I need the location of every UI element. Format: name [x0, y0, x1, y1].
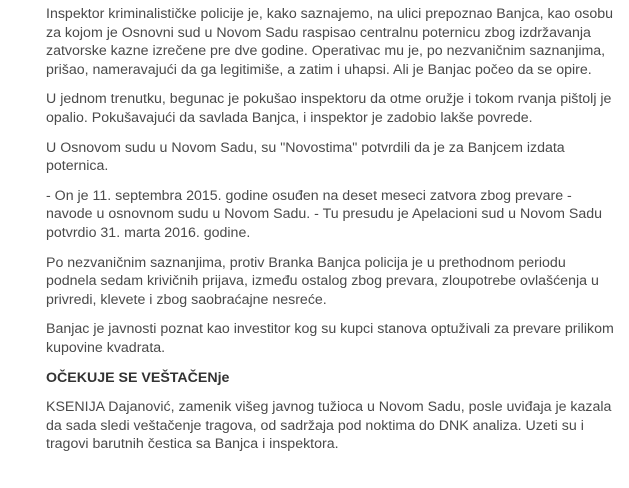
- article-subheading: OČEKUJE SE VEŠTAČENje: [46, 369, 230, 386]
- article-paragraph: Po nezvaničnim saznanjima, protiv Branka Banjca policija je u prethodnom periodu podnela sedam krivičnih prijava, između ostalog zbog prevara, zloupotrebe ovlašćenja u privredi, klevete i zbog saobraćajne nesreće.: [46, 254, 599, 308]
- article-paragraph: Inspektor kriminalističke policije je, kako saznajemo, na ulici prepoznao Banjca, kao osobu za kojom je Osnovni sud u Novom Sadu raspisao centralnu poternicu zbog izdržavanja zatvorske kazne izrečene pre dve godine. Operativac mu je, po nezvaničnim saznanjima, prišao, nameravajući da ga legitimiše, a zatim i uhapsi. Ali je Banjac počeo da se opire.: [46, 6, 614, 78]
- article-paragraph: - On je 11. septembra 2015. godine osuđen na deset meseci zatvora zbog prevare - navode u osnovnom sudu u Novom Sadu. - Tu presudu je Apelacioni sud u Novom Sadu potvrdio 31. marta 2016. godine.: [46, 187, 603, 241]
- article-body: [46, 0, 616, 465]
- article-paragraph: U Osnovom sudu u Novom Sadu, su "Novostima" potvrdili da je za Banjcem izdata poternica.: [46, 139, 565, 175]
- article-paragraph: Banjac je javnosti poznat kao investitor kog su kupci stanova optuživali za prevare prilikom kupovine kvadrata.: [46, 321, 614, 356]
- article-paragraph: U jednom trenutku, begunac je pokušao inspektoru da otme oružje i tokom rvanja pištolj je opalio. Pokušavajući da savlada Banjca, i inspektor je zadobio lakše povrede.: [46, 91, 612, 126]
- article-paragraph: KSENIJA Dajanović, zamenik višeg javnog tužioca u Novom Sadu, posle uviđaja je kazala da sada sledi veštačenje tragova, od sadržaja pod noktima do DNK analiza. Uzeti su i tragovi barutnih čestica sa Banjca i inspektora.: [46, 399, 612, 453]
